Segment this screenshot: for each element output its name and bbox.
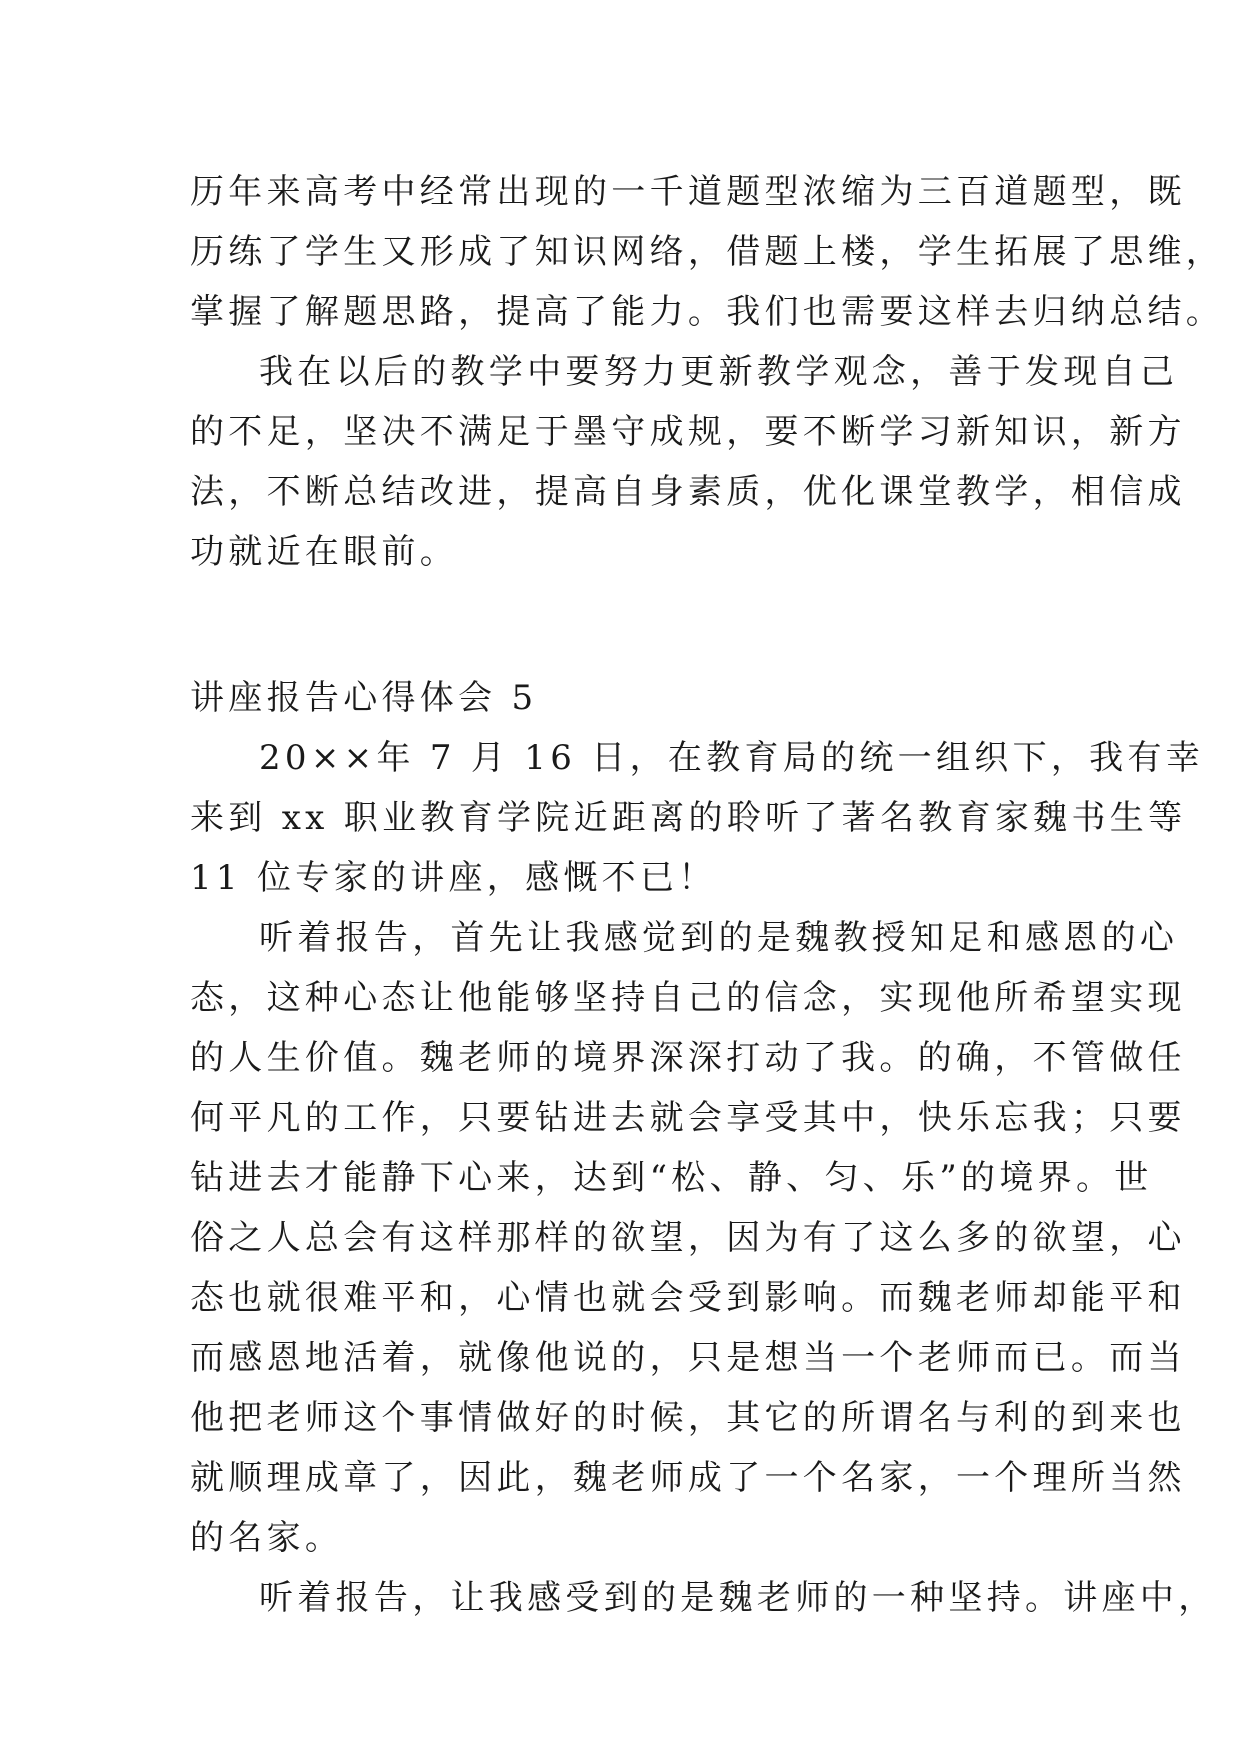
section-spacer (190, 582, 1058, 668)
section-heading: 讲座报告心得体会 5 (190, 678, 538, 718)
text-line: 的名家。 (190, 1518, 344, 1558)
text-line: 11 位专家的讲座，感慨不已！ (190, 858, 717, 898)
text-line: 俗之人总会有这样那样的欲望，因为有了这么多的欲望，心 (190, 1218, 1186, 1258)
text-line: 钻进去才能静下心来，达到“松、静、匀、乐”的境界。世 (190, 1158, 1153, 1198)
text-line: 的人生价值。魏老师的境界深深打动了我。的确，不管做任 (190, 1038, 1186, 1078)
text-line: 掌握了解题思路，提高了能力。我们也需要这样去归纳总结。 (190, 292, 1225, 332)
text-line: 20××年 7 月 16 日，在教育局的统一组织下，我有幸 (259, 738, 1205, 778)
text-line: 何平凡的工作，只要钻进去就会享受其中，快乐忘我；只要 (190, 1098, 1186, 1138)
text-line: 来到 xx 职业教育学院近距离的聆听了著名教育家魏书生等 (190, 798, 1187, 838)
text-line: 听着报告，首先让我感觉到的是魏教授知足和感恩的心 (259, 918, 1179, 958)
text-line: 的不足，坚决不满足于墨守成规，要不断学习新知识，新方 (190, 412, 1186, 452)
text-line: 他把老师这个事情做好的时候，其它的所谓名与利的到来也 (190, 1398, 1186, 1438)
text-line: 态，这种心态让他能够坚持自己的信念，实现他所希望实现 (190, 978, 1186, 1018)
paragraph (190, 162, 1225, 342)
text-line: 历年来高考中经常出现的一千道题型浓缩为三百道题型，既 (190, 172, 1186, 212)
paragraph (190, 908, 1186, 1568)
text-line: 历练了学生又形成了知识网络，借题上楼，学生拓展了思维， (190, 232, 1225, 272)
text-line: 我在以后的教学中要努力更新教学观念，善于发现自己 (259, 352, 1179, 392)
text-line: 功就近在眼前。 (190, 532, 459, 572)
text-line: 就顺理成章了，因此，魏老师成了一个名家，一个理所当然 (190, 1458, 1186, 1498)
text-line: 态也就很难平和，心情也就会受到影响。而魏老师却能平和 (190, 1278, 1186, 1318)
paragraph (190, 342, 1186, 582)
paragraph (190, 1568, 1217, 1628)
document-body (190, 162, 1225, 1628)
text-line: 听着报告，让我感受到的是魏老师的一种坚持。讲座中， (259, 1578, 1217, 1618)
text-line: 而感恩地活着，就像他说的，只是想当一个老师而已。而当 (190, 1338, 1186, 1378)
paragraph (190, 728, 1205, 908)
text-line: 法，不断总结改进，提高自身素质，优化课堂教学，相信成 (190, 472, 1186, 512)
